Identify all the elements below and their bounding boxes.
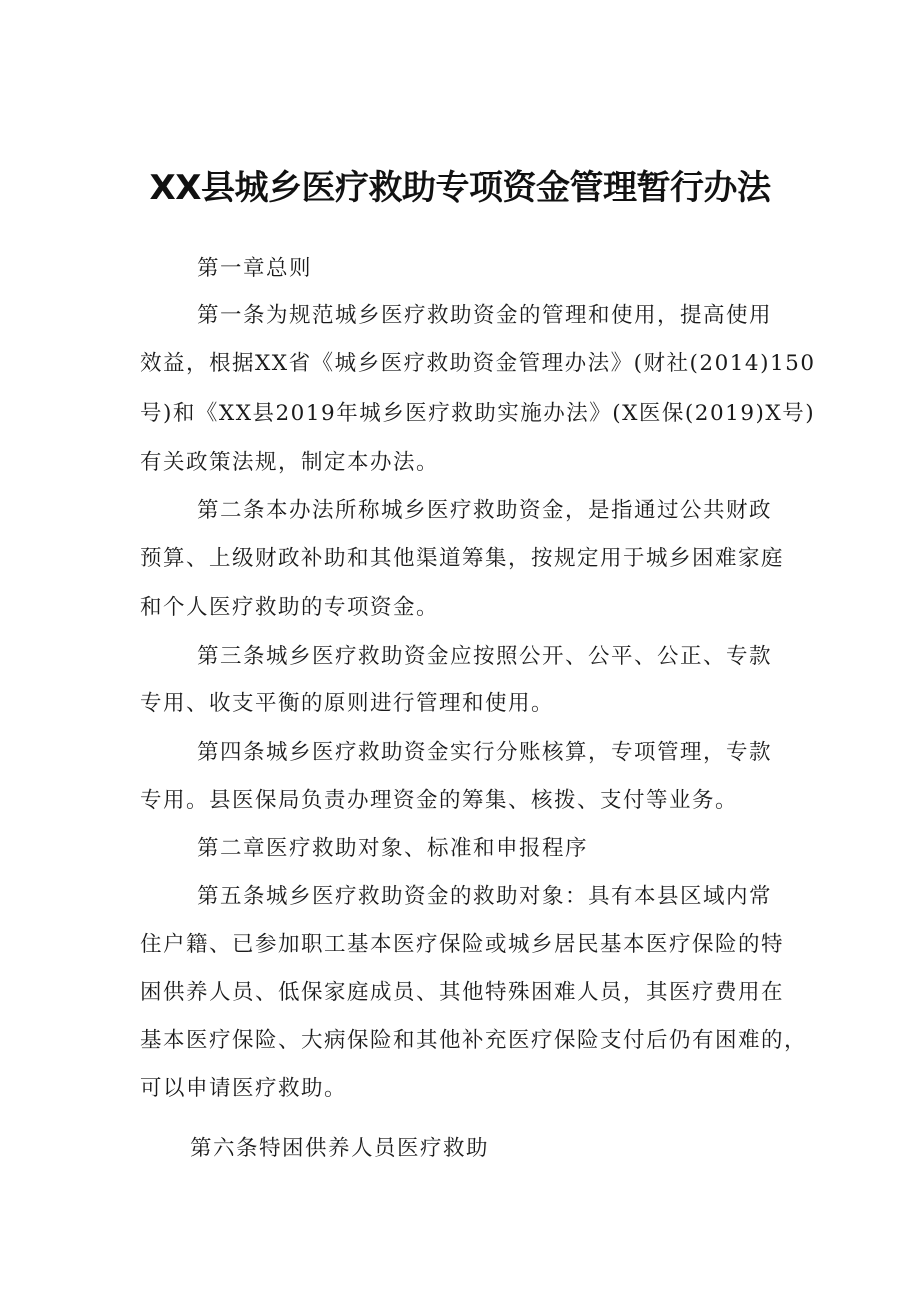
paragraph-line: 第五条城乡医疗救助资金的救助对象：具有本县区域内常 — [197, 884, 773, 909]
paragraph-line: 可以申请医疗救助。 — [140, 1076, 348, 1101]
document-title: XX县城乡医疗救助专项资金管理暂行办法 — [149, 168, 771, 208]
paragraph-line: 住户籍、已参加职工基本医疗保险或城乡居民基本医疗保险的特 — [140, 932, 785, 957]
paragraph-line: 第六条特困供养人员医疗救助 — [190, 1136, 490, 1161]
paragraph-line: 号)和《XX县2019年城乡医疗救助实施办法》(X医保(2019)X号) — [140, 401, 816, 426]
paragraph-line: 基本医疗保险、大病保险和其他补充医疗保险支付后仍有困难的， — [140, 1028, 808, 1053]
chapter-heading: 第一章总则 — [197, 256, 313, 281]
paragraph-line: 专用。县医保局负责办理资金的筹集、核拨、支付等业务。 — [140, 788, 739, 813]
paragraph-line: 第一条为规范城乡医疗救助资金的管理和使用，提高使用 — [197, 303, 773, 328]
chapter-heading: 第二章医疗救助对象、标准和申报程序 — [197, 836, 589, 861]
paragraph-line: 专用、收支平衡的原则进行管理和使用。 — [140, 691, 555, 716]
paragraph-line: 预算、上级财政补助和其他渠道筹集，按规定用于城乡困难家庭 — [140, 546, 785, 571]
paragraph-line: 第四条城乡医疗救助资金实行分账核算，专项管理，专款 — [197, 740, 773, 765]
paragraph-line: 和个人医疗救助的专项资金。 — [140, 595, 440, 620]
paragraph-line: 有关政策法规，制定本办法。 — [140, 450, 440, 475]
paragraph-line: 第三条城乡医疗救助资金应按照公开、公平、公正、专款 — [197, 644, 773, 669]
paragraph-line: 效益，根据XX省《城乡医疗救助资金管理办法》(财社(2014)150 — [140, 351, 816, 376]
paragraph-line: 困供养人员、低保家庭成员、其他特殊困难人员，其医疗费用在 — [140, 980, 785, 1005]
paragraph-line: 第二条本办法所称城乡医疗救助资金，是指通过公共财政 — [197, 498, 773, 523]
